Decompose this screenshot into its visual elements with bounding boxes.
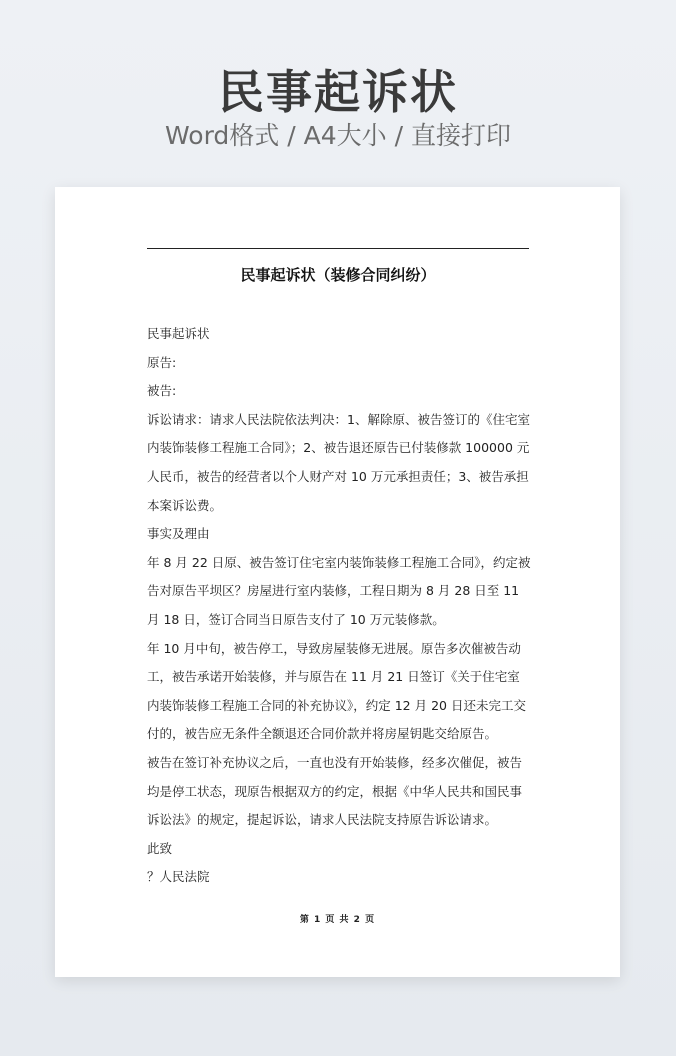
paragraph-facts-2: 年 10 月中旬，被告停工，导致房屋装修无进展。原告多次催被告动工，被告承诺开始装修，并与原告在 11 月 21 日签订《关于住宅室内装饰装修工程施工合同的补充协议》，约定 12 月 20 日还未完工交付的，被告应无条件全额退还合同价款并将房屋钥匙交给原告。 (147, 640, 526, 742)
page-footer: 第 1 页 共 2 页 (299, 915, 376, 925)
document-page (55, 187, 620, 977)
paragraph-plaintiff: 原告: (147, 354, 177, 370)
banner-title: 民事起诉状 (218, 65, 458, 119)
paragraph-facts-3: 被告在签订补充协议之后，一直也没有开始装修，经多次催促，被告均是停工状态，现原告根据双方的约定，根据《中华人民共和国民事诉讼法》的规定，提起诉讼，请求人民法院支持原告诉讼请求。 (147, 754, 523, 828)
paragraph-facts-heading: 事实及理由 (147, 526, 210, 542)
paragraph-defendant: 被告: (147, 383, 177, 399)
document-body (147, 320, 532, 892)
paragraph-salutation: 此致 (147, 840, 173, 856)
banner-subtitle: Word格式 / A4大小 / 直接打印 (165, 121, 511, 150)
header-rule (147, 248, 529, 249)
paragraph-facts-1: 年 8 月 22 日原、被告签订住宅室内装饰装修工程施工合同》，约定被告对原告平坝区？房屋进行室内装修，工程日期为 8 月 28 日至 11 月 18 日，签订合同当日原告支付了 10 万元装修款。 (147, 554, 531, 627)
paragraph-court: ？人民法院 (147, 869, 210, 885)
document-title: 民事起诉状（装修合同纠纷） (240, 266, 436, 284)
paragraph-heading: 民事起诉状 (147, 326, 210, 341)
paragraph-claims: 诉讼请求：请求人民法院依法判决：1、解除原、被告签订的《住宅室内装饰装修工程施工合同》；2、被告退还原告已付装修款 100000 元人民币，被告的经营者以个人财产对 10 万元承担责任；3、被告承担本案诉讼费。 (147, 411, 530, 513)
